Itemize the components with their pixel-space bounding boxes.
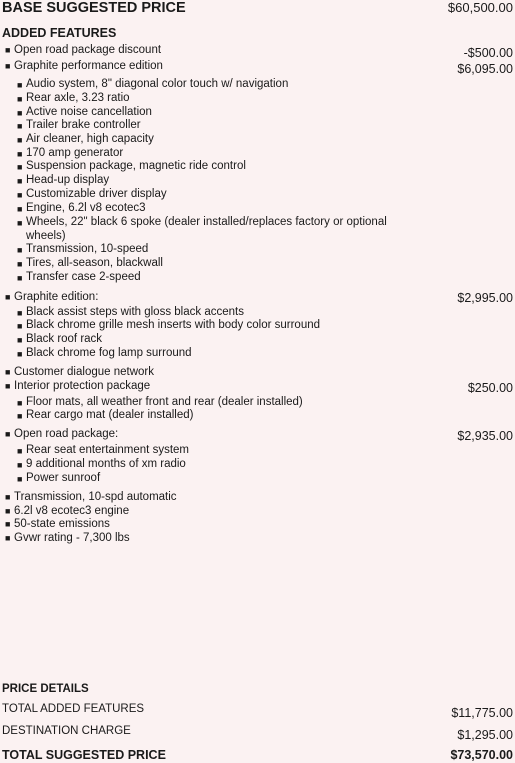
bullet-icon: ■ (17, 162, 23, 172)
bullet-icon: ■ (17, 204, 23, 214)
item-graphite-performance: ■ Graphite performance edition (5, 60, 163, 72)
item-open-road-package: ■ Open road package: (5, 428, 119, 440)
list-item: ■ Black roof rack (17, 333, 103, 345)
list-item: ■ Transfer case 2-speed (17, 271, 141, 283)
bullet-icon: ■ (5, 367, 11, 377)
list-item: ■ Rear axle, 3.23 ratio (17, 92, 130, 104)
list-item: ■ Transmission, 10-speed (17, 243, 149, 255)
list-item: ■ Tires, all-season, blackwall (17, 257, 163, 269)
item-customer-dialogue: ■ Customer dialogue network (5, 366, 154, 378)
bullet-icon: ■ (17, 176, 23, 186)
bullet-icon: ■ (17, 108, 23, 118)
list-item: ■ Air cleaner, high capacity (17, 133, 154, 145)
list-item: ■ Customizable driver display (17, 188, 167, 200)
list-item: ■ Active noise cancellation (17, 106, 152, 118)
bullet-icon: ■ (17, 149, 23, 159)
bullet-icon: ■ (17, 335, 23, 345)
list-item: ■ 170 amp generator (17, 147, 124, 159)
bullet-icon: ■ (17, 460, 23, 470)
list-item: ■ Engine, 6.2l v8 ecotec3 (17, 202, 146, 214)
list-item: ■ Rear cargo mat (dealer installed) (17, 409, 194, 421)
bullet-icon: ■ (17, 349, 23, 359)
list-item: ■ Wheels, 22" black 6 spoke (dealer installed/replaces factory or optional wheels) (17, 216, 387, 242)
bullet-icon: ■ (17, 80, 23, 90)
list-item: ■ Power sunroof (17, 472, 101, 484)
bullet-icon: ■ (17, 245, 23, 255)
bullet-icon: ■ (17, 411, 23, 421)
item-graphite-edition: ■ Graphite edition: (5, 291, 99, 303)
destination-value: $1,295.00 (457, 728, 513, 742)
item-open-road-discount: ■ Open road package discount (5, 44, 162, 56)
bullet-icon: ■ (17, 135, 23, 145)
item-interior-protection: ■ Interior protection package (5, 380, 151, 392)
base-price-value: $60,500.00 (447, 0, 513, 15)
bullet-icon: ■ (17, 321, 23, 331)
base-price-row (2, 0, 513, 16)
bullet-icon: ■ (5, 292, 11, 302)
item-gvwr: ■ Gvwr rating - 7,300 lbs (5, 532, 130, 544)
base-price-label: BASE SUGGESTED PRICE (2, 0, 186, 16)
bullet-icon: ■ (17, 259, 23, 269)
list-item: ■ Black chrome fog lamp surround (17, 347, 192, 359)
bullet-icon: ■ (5, 533, 11, 543)
total-added-label: TOTAL ADDED FEATURES (2, 703, 145, 715)
bullet-icon: ■ (5, 519, 11, 529)
list-item: ■ Suspension package, magnetic ride control (17, 160, 246, 172)
list-item: ■ Audio system, 8" diagonal color touch w/ navigation (17, 78, 289, 90)
price-open-road-package: $2,935.00 (457, 429, 513, 443)
bullet-icon: ■ (17, 308, 23, 318)
price-graphite-edition: $2,995.00 (457, 291, 513, 305)
list-item: ■ Head-up display (17, 174, 110, 186)
price-graphite-performance: $6,095.00 (457, 62, 513, 76)
destination-row (2, 725, 513, 742)
list-item: ■ Floor mats, all weather front and rear (dealer installed) (17, 396, 303, 408)
item-transmission: ■ Transmission, 10-spd automatic (5, 491, 177, 503)
price-interior-protection: $250.00 (467, 381, 513, 395)
total-price-value: $73,570.00 (450, 748, 513, 762)
bullet-icon: ■ (17, 121, 23, 131)
bullet-icon: ■ (5, 381, 11, 391)
price-open-road-discount: -$500.00 (463, 46, 513, 60)
list-item: ■ Trailer brake controller (17, 119, 141, 131)
list-item: ■ 9 additional months of xm radio (17, 458, 186, 470)
item-emissions: ■ 50-state emissions (5, 518, 110, 530)
total-price-row (2, 748, 513, 762)
item-engine: ■ 6.2l v8 ecotec3 engine (5, 505, 130, 517)
total-added-value: $11,775.00 (451, 706, 513, 720)
bullet-icon: ■ (5, 492, 11, 502)
list-item: ■ Black chrome grille mesh inserts with body color surround (17, 319, 321, 331)
list-item: ■ Rear seat entertainment system (17, 444, 189, 456)
bullet-icon: ■ (5, 61, 11, 71)
total-added-row (2, 703, 513, 720)
list-item: ■ Black assist steps with gloss black accents (17, 306, 244, 318)
bullet-icon: ■ (17, 273, 23, 283)
bullet-icon: ■ (5, 429, 11, 439)
bullet-icon: ■ (17, 474, 23, 484)
added-features-title: ADDED FEATURES (2, 26, 117, 40)
bullet-icon: ■ (17, 398, 23, 408)
bullet-icon: ■ (5, 45, 11, 55)
price-details-title: PRICE DETAILS (2, 683, 89, 695)
bullet-icon: ■ (17, 190, 23, 200)
bullet-icon: ■ (17, 446, 23, 456)
bullet-icon: ■ (17, 94, 23, 104)
bullet-icon: ■ (17, 218, 23, 228)
bullet-icon: ■ (5, 506, 11, 516)
destination-label: DESTINATION CHARGE (2, 725, 131, 737)
total-price-label: TOTAL SUGGESTED PRICE (2, 748, 166, 762)
